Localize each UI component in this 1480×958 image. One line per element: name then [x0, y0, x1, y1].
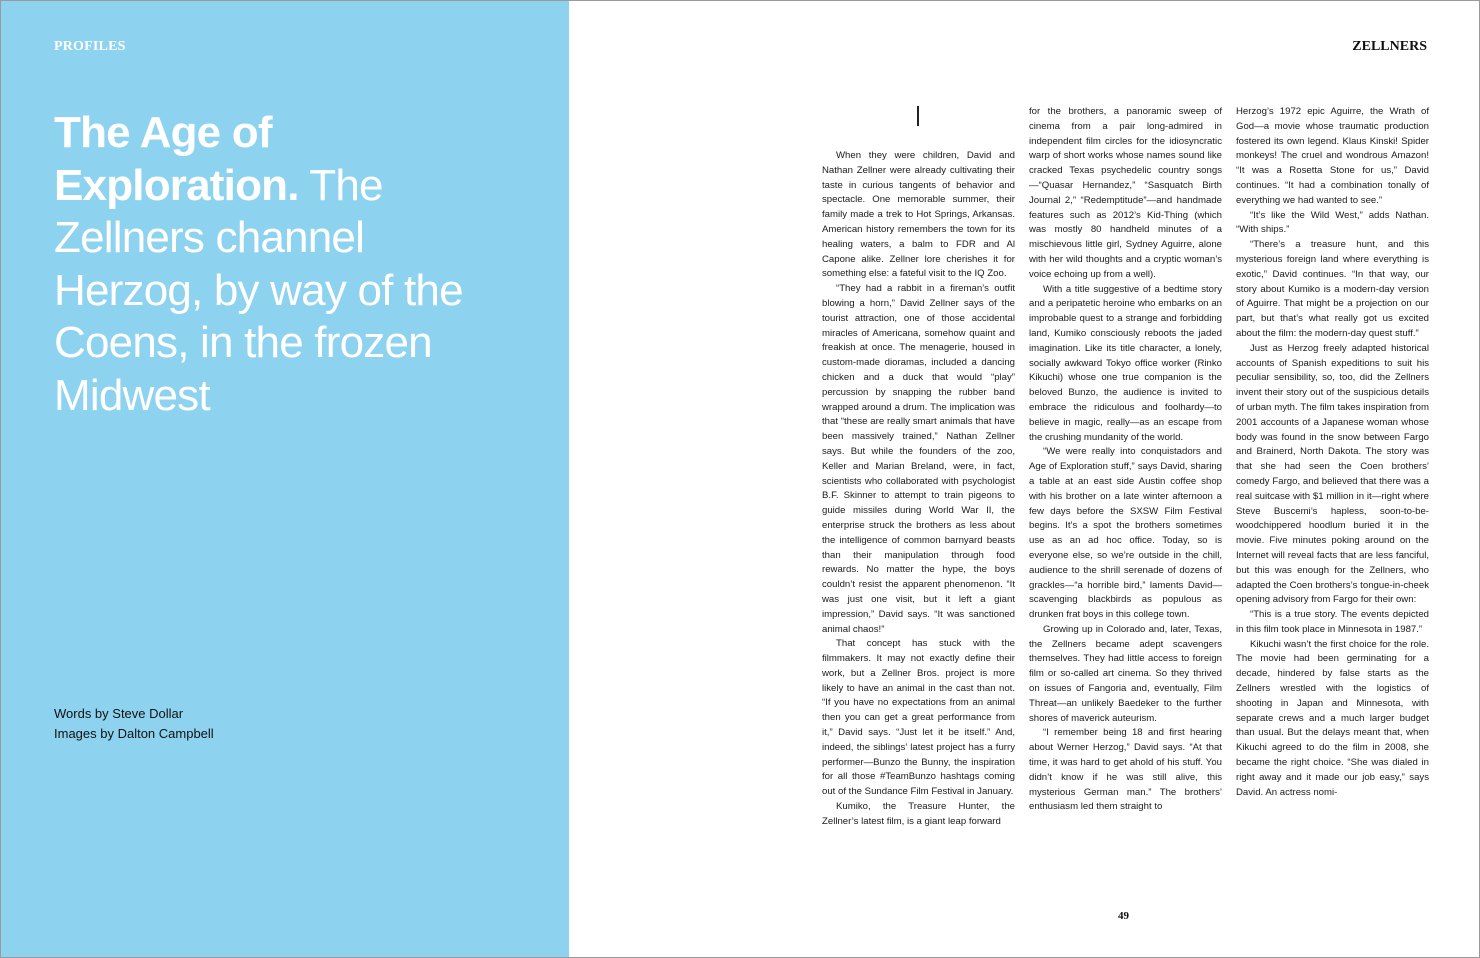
- paragraph: When they were children, David and Nathan Zellner were already cultivating their taste in curious tangents of behavior and spectacle. One memorable summer, their family made a trek to Hot Springs, Arkansas. American history remembers the town for its healing waters, a balm to FDR and Al Capone alike. Zellner lore cherishes it for something else: a fateful visit to the IQ Zoo.: [822, 150, 1015, 280]
- paragraph: Herzog’s 1972 epic Aguirre, the Wrath of God—a movie whose traumatic production fostered its own legend. Klaus Kinski! Spider monkeys! The cruel and wondrous Amazon! “It was a Rosetta Stone for us,” David continues. “It had a combination tonally of everything we had wanted to see.”: [1236, 106, 1429, 206]
- credits: [54, 704, 214, 744]
- credit-writer: Words by Steve Dollar: [54, 706, 184, 721]
- paragraph: “We were really into conquistadors and Age of Exploration stuff,” says David, sharing a table at an east side Austin coffee shop with his brother on a late winter afternoon a few days before the SXSW Film Festival begins. It’s a spot the brothers sometimes use as an ad hoc office. Today, so is everyone else, so we’re outside in the chill, audience to the shrill serenade of dozens of grackles—“a horrible bird,” laments David—scavenging blackbirds as populous as drunken frat boys in this college town.: [1029, 446, 1222, 621]
- paragraph: “They had a rabbit in a fireman’s outfit blowing a horn,” David Zellner says of the tourist attraction, one of those accidental miracles of Americana, somehow quaint and freakish at once. The menagerie, housed in custom-made dioramas, included a dancing chicken and a duck that would “play” percussion by snapping the rubber band wrapped around a drum. The implication was that “these are really smart animals that have been massively trained,” Nathan Zellner says. But while the founders of the zoo, Keller and Marian Breland, were, in fact, scientists who collaborated with psychologist B.F. Skinner to attempt to train pigeons to guide missiles during World War II, the enterprise struck the brothers as less about the intelligence of common barnyard beasts than their manipulation through food rewards. No matter the hype, the boys couldn’t resist the apparent phenomenon. “It was just one visit, but it left a giant impression,” David says. “It was sanctioned animal chaos!”: [822, 283, 1015, 635]
- paragraph: Growing up in Colorado and, later, Texas, the Zellners became adept scavengers themselves. They had little access to foreign film or so-called art cinema. So they thrived on issues of Fangoria and, eventually, Film Threat—an unlikely Baedeker to the further shores of maverick auteurism.: [1029, 623, 1222, 724]
- paragraph: “It’s like the Wild West,” adds Nathan. “With ships.”: [1236, 209, 1429, 236]
- paragraph: Kumiko, the Treasure Hunter, the Zellner’s latest film, is a giant leap forward: [822, 801, 1015, 827]
- paragraph: With a title suggestive of a bedtime story and a peripatetic heroine who embarks on an improbable quest to a strange and forbidding land, Kumiko consciously reboots the jaded imagination. Like its title character, a lonely, socially awkward Tokyo office worker (Rinko Kikuchi) whose one true companion is the beloved Bunzo, the audience is invited to embrace the ridiculous and foolhardy—to believe in magic, really—as an escape from the crushing mundanity of the world.: [1029, 283, 1222, 443]
- article-column-3: [1236, 105, 1429, 800]
- headline: [54, 107, 484, 422]
- page-number: 49: [1118, 910, 1129, 922]
- paragraph: That concept has stuck with the filmmakers. It may not exactly define their work, but a Zellner Bros. project is more likely to have an animal in the cast than not. “If you have no expectations from an animal then you can get a great performance from it,” David says. “Just let it be itself.” And, indeed, the siblings’ latest project has a furry performer—Bunzo the Bunny, the inspiration for all those #TeamBunzo hashtags coming out of the Sundance Film Festival in January.: [822, 638, 1015, 798]
- paragraph: Kikuchi wasn’t the first choice for the role. The movie had been germinating for a decade, hindered by false starts as the Zellners wrestled with the logistics of shooting in Japan and Minnesota, with separate crews and a much larger budget than usual. But the delays meant that, when Kikuchi agreed to do the film in 2008, she became the right choice. “She was dialed in right away and it made our job easy,” says David. An actress nomi-: [1236, 638, 1429, 798]
- paragraph: Just as Herzog freely adapted historical accounts of Spanish expeditions to suit his peculiar sensibility, so, too, did the Zellners invent their story out of the suspicious details of urban myth. The film takes inspiration from 2001 accounts of a Japanese woman whose body was found in the snow between Fargo and Brainerd, North Dakota. The story was that she had seen the Coen brothers’ comedy Fargo, and believed that there was a real suitcase with $1 million in it—right where Steve Buscemi’s hapless, soon-to-be-woodchippered hoodlum buried it in the movie. Five minutes poking around on the Internet will reveal facts that are less fanciful, but this was enough for the Zellners, who adapted the Coen brothers’s tongue-in-cheek opening advisory from Fargo for their own:: [1236, 342, 1429, 606]
- paragraph: for the brothers, a panoramic sweep of cinema from a pair long-admired in independent film circles for the idiosyncratic warp of short works whose names sound like cracked Texas psychedelic country songs—“Quasar Hernandez,” “Sasquatch Birth Journal 2,” “Redemptitude”—and handmade features such as 2012’s Kid-Thing (which was mostly 80 handheld minutes of a mischievous little girl, Sydney Aguirre, alone with her wild thoughts and a cryptic woman’s voice echoing up from a well).: [1029, 106, 1222, 280]
- paragraph: “I remember being 18 and first hearing about Werner Herzog,” David says. “At that time, it was hard to get ahold of his stuff. You didn’t know if he was still alive, this mysterious German man.” The brothers’ enthusiasm led them straight to: [1029, 727, 1222, 813]
- headline-bold: The Age of Exploration.: [54, 108, 299, 210]
- credit-photographer: Images by Dalton Campbell: [54, 726, 214, 741]
- section-label: PROFILES: [54, 39, 126, 54]
- paragraph: “There’s a treasure hunt, and this mysterious foreign land where everything is exotic,” David continues. “In that way, our story about Kumiko is a modern-day version of Aguirre. That might be a projection on our part, but that’s what really got us excited about the film: the modern-day quest stuff.”: [1236, 239, 1429, 339]
- article-column-2: [1029, 105, 1222, 815]
- text-cursor: [917, 106, 919, 126]
- article-column-1: [822, 149, 1015, 830]
- running-head: ZELLNERS: [1352, 39, 1427, 54]
- headline-dek: The Zellners channel Herzog, by way of the Coens, in the frozen Midwest: [54, 160, 463, 420]
- left-page: [1, 1, 569, 957]
- paragraph: “This is a true story. The events depicted in this film took place in Minnesota in 1987.”: [1236, 609, 1429, 635]
